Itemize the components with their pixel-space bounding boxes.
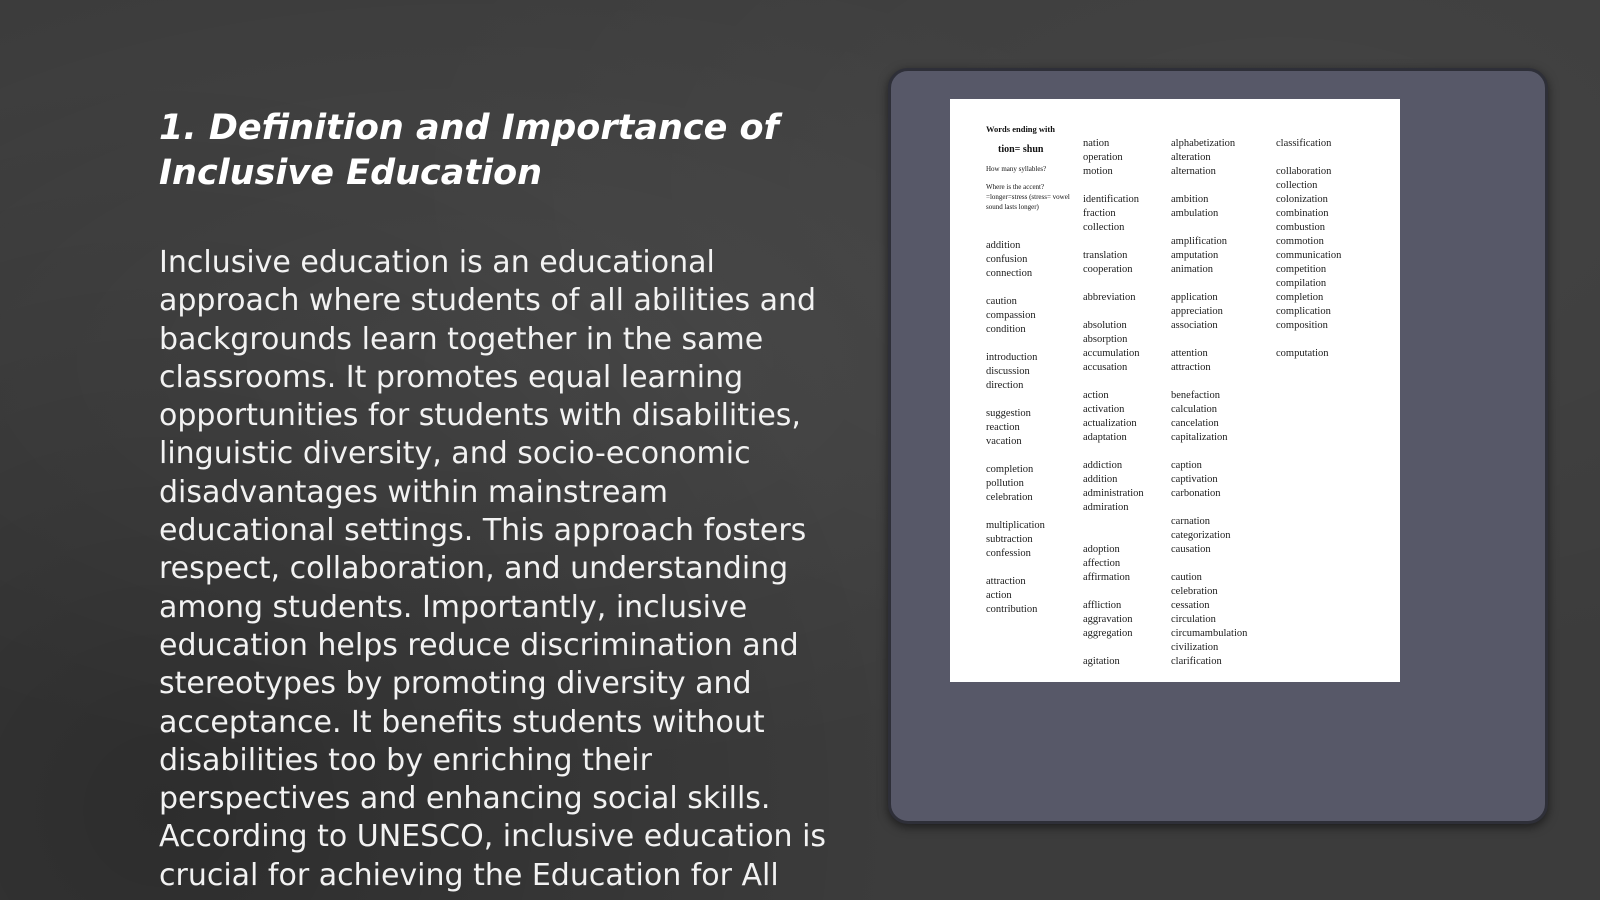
word-item: multiplication [986,520,1045,531]
word-item: compilation [1276,278,1327,289]
word-gap [1083,375,1144,389]
worksheet-question-syllables: How many syllables? [986,165,1047,173]
word-item: alternation [1171,166,1216,177]
word-item: admiration [1083,502,1129,513]
word-item: clarification [1171,656,1222,667]
word-item: action [1083,390,1109,401]
word-item: communication [1276,250,1342,261]
word-gap [1083,123,1144,137]
word-item: affection [1083,558,1121,569]
word-column-4 [1276,123,1341,361]
word-item: carbonation [1171,488,1221,499]
word-item: celebration [1171,586,1218,597]
worksheet-rule: tion= shun [998,144,1044,155]
word-item: administration [1083,488,1144,499]
word-item: combination [1276,208,1329,219]
word-gap [1171,557,1247,571]
word-item: confusion [986,254,1028,265]
word-gap [986,281,1045,295]
word-item: aggregation [1083,628,1133,639]
word-gap [986,449,1045,463]
word-item: calculation [1171,404,1218,415]
word-item: competition [1276,264,1327,275]
word-item: operation [1083,152,1123,163]
word-item: discussion [986,366,1030,377]
word-item: contribution [986,604,1038,615]
word-gap [986,211,1045,225]
word-item: condition [986,324,1026,335]
word-item: caption [1171,460,1202,471]
word-gap [986,141,1045,155]
word-gap [1083,235,1144,249]
word-item: ambulation [1171,208,1219,219]
word-item: affirmation [1083,572,1131,583]
word-item: classification [1276,138,1332,149]
word-item: translation [1083,250,1128,261]
word-item: caution [986,296,1017,307]
word-gap [1276,333,1341,347]
word-item: direction [986,380,1024,391]
word-item: accumulation [1083,348,1140,359]
word-gap [1171,445,1247,459]
word-item: capitalization [1171,432,1228,443]
word-item: pollution [986,478,1024,489]
word-item: addition [1083,474,1118,485]
word-item: circumambulation [1171,628,1248,639]
word-item: carnation [1171,516,1211,527]
word-gap [986,197,1045,211]
word-item: suggestion [986,408,1031,419]
word-gap [1276,123,1341,137]
word-item: completion [1276,292,1324,303]
word-gap [1083,515,1144,529]
word-gap [986,183,1045,197]
word-item: accusation [1083,362,1128,373]
slide-body-text: Inclusive education is an educational approach where students of all abilities and backgrounds learn together in the same classrooms. It promotes equal learning opportunities for students with disabilities, linguistic diversity, and socio-economic disadvantages within mainstream educational settings. This approach fosters respect, collaboration, and understanding among students. Importantly, inclusive education helps reduce discrimination and stereotypes by promoting diversity and acceptance. It benefits students without disabilities too by enriching their perspectives and enhancing social skills. According to UNESCO, inclusive education is crucial for achieving the Education for All [159,245,827,893]
word-gap [1171,221,1247,235]
word-item: affliction [1083,600,1122,611]
word-gap [986,561,1045,575]
word-gap [986,337,1045,351]
word-item: motion [1083,166,1113,177]
word-item: alteration [1171,152,1211,163]
word-item: agitation [1083,656,1120,667]
word-gap [1171,123,1247,137]
worksheet-question-accent: Where is the accent? =longer=stress (stress= vowel sound lasts longer) [986,183,1070,211]
word-item: nation [1083,138,1110,149]
word-gap [1083,305,1144,319]
word-gap [1083,641,1144,655]
word-item: colonization [1276,194,1328,205]
word-item: captivation [1171,474,1218,485]
word-gap [1171,179,1247,193]
slide-title: 1. Definition and Importance of Inclusive Education [159,108,779,193]
word-item: collaboration [1276,166,1332,177]
word-column-2 [1083,123,1144,669]
word-item: compassion [986,310,1036,321]
word-item: introduction [986,352,1038,363]
word-item: adoption [1083,544,1120,555]
word-gap [986,113,1045,127]
word-item: amputation [1171,250,1219,261]
word-gap [1276,151,1341,165]
word-item: computation [1276,348,1329,359]
word-item: civilization [1171,642,1219,653]
word-item: actualization [1083,418,1137,429]
word-item: confession [986,548,1031,559]
word-item: completion [986,464,1034,475]
word-gap [1083,445,1144,459]
word-item: categorization [1171,530,1231,541]
word-item: complication [1276,306,1331,317]
word-item: collection [1083,222,1125,233]
word-item: causation [1171,544,1211,555]
word-item: fraction [1083,208,1116,219]
word-item: commotion [1276,236,1324,247]
word-gap [1171,375,1247,389]
word-item: adaptation [1083,432,1127,443]
word-gap [1171,277,1247,291]
word-item: circulation [1171,614,1216,625]
word-gap [1083,585,1144,599]
word-item: combustion [1276,222,1325,233]
word-item: attention [1171,348,1208,359]
word-gap [1083,179,1144,193]
word-gap [1083,277,1144,291]
word-item: ambition [1171,194,1209,205]
word-gap [1171,333,1247,347]
word-item: abbreviation [1083,292,1136,303]
word-item: alphabetization [1171,138,1236,149]
word-item: cancelation [1171,418,1219,429]
word-gap [986,505,1045,519]
word-item: attraction [986,576,1026,587]
word-item: appreciation [1171,306,1223,317]
word-item: amplification [1171,236,1227,247]
worksheet-image [950,99,1400,682]
word-gap [986,225,1045,239]
word-item: subtraction [986,534,1033,545]
word-item: reaction [986,422,1020,433]
word-column-3 [1171,123,1247,669]
word-item: absolution [1083,320,1127,331]
word-item: addiction [1083,460,1123,471]
word-item: cooperation [1083,264,1133,275]
worksheet-heading: Words ending with [986,124,1055,134]
word-item: application [1171,292,1218,303]
word-item: cessation [1171,600,1210,611]
word-gap [986,393,1045,407]
word-item: association [1171,320,1218,331]
word-item: aggravation [1083,614,1133,625]
word-item: identification [1083,194,1139,205]
word-item: celebration [986,492,1033,503]
word-item: caution [1171,572,1202,583]
word-gap [986,169,1045,183]
word-item: vacation [986,436,1022,447]
word-gap [1171,501,1247,515]
word-item: collection [1276,180,1318,191]
word-item: attraction [1171,362,1211,373]
word-gap [1083,529,1144,543]
word-item: absorption [1083,334,1128,345]
word-item: benefaction [1171,390,1220,401]
word-item: activation [1083,404,1125,415]
word-item: animation [1171,264,1213,275]
word-column-1 [986,113,1045,617]
word-item: addition [986,240,1021,251]
word-item: composition [1276,320,1328,331]
word-item: action [986,590,1012,601]
word-gap [986,127,1045,141]
word-item: connection [986,268,1033,279]
word-gap [986,155,1045,169]
